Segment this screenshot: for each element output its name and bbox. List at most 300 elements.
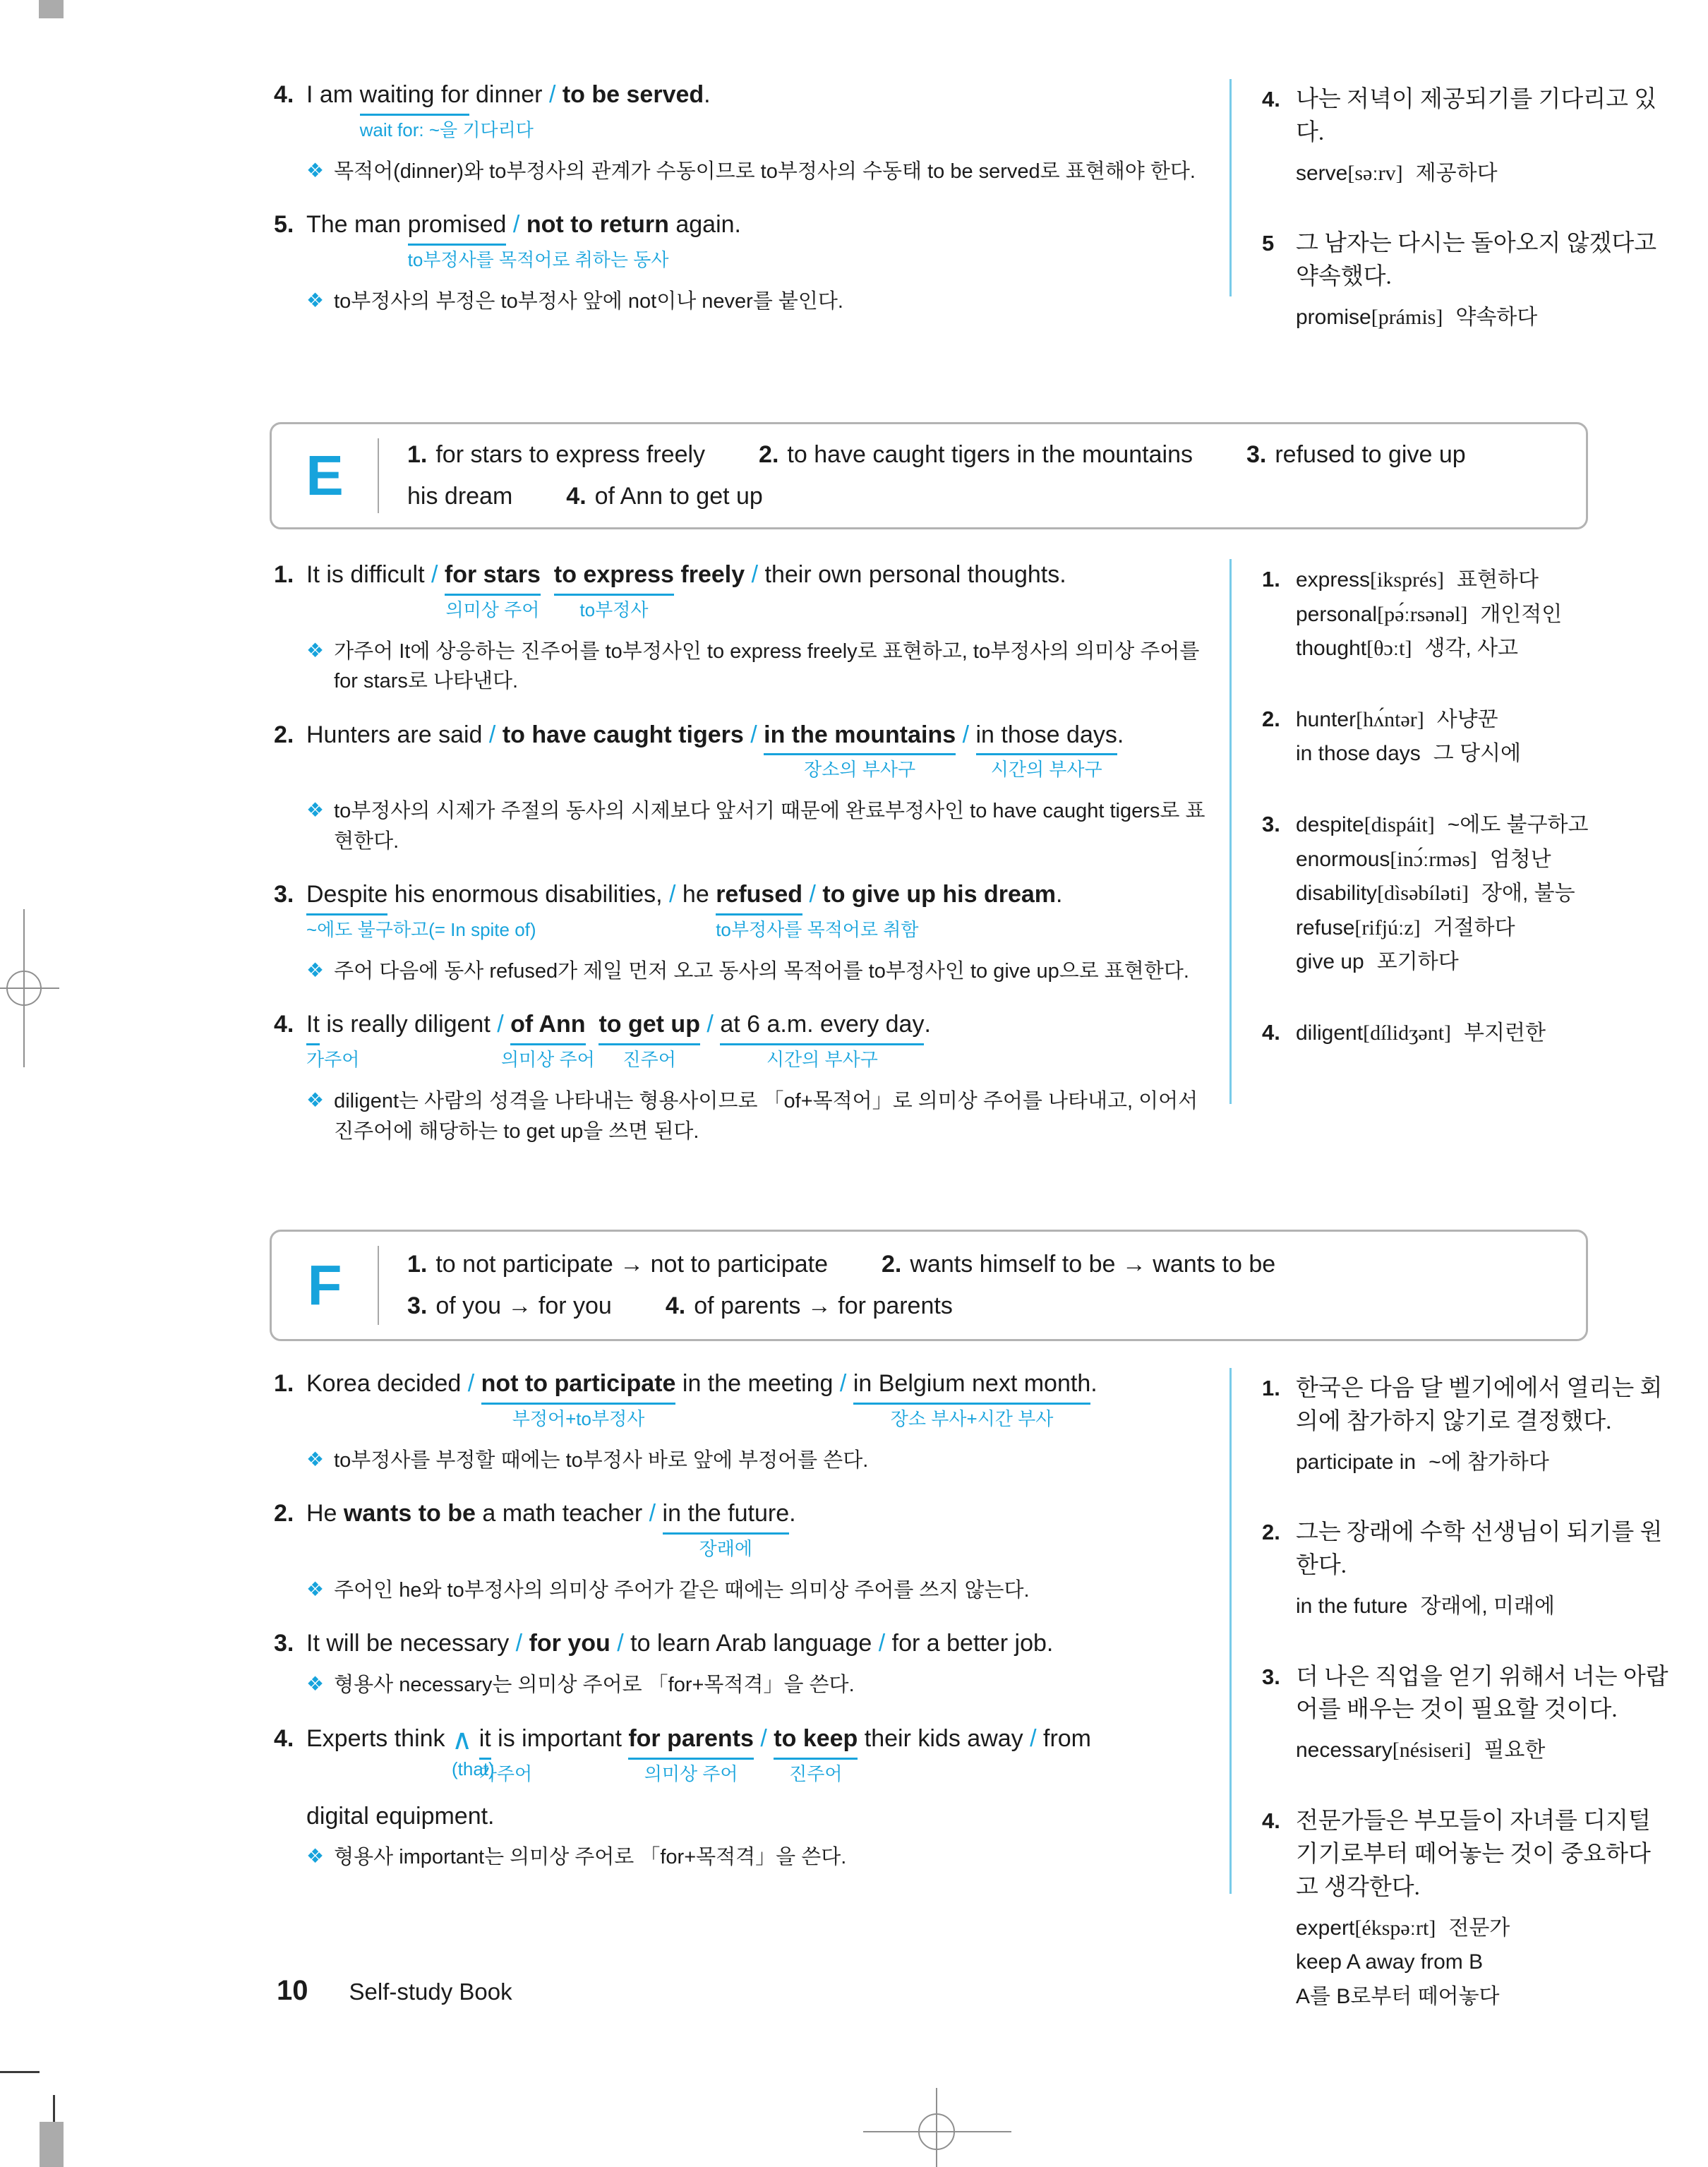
answer-key-box-e: [270, 422, 1588, 529]
sidebar-item-body: [1296, 1661, 1671, 1768]
sentence-row: [274, 209, 1225, 271]
segment-text: [474, 1370, 481, 1397]
grammar-label: (that): [451, 1758, 495, 1779]
sentence-segment: [468, 1368, 474, 1400]
vocab-pronunciation: [dílidʒənt]: [1363, 1021, 1452, 1045]
vocab-entry: [1296, 157, 1671, 191]
sentence-segment: [491, 1723, 629, 1755]
segment-text: .: [704, 81, 711, 108]
vocab-sidebar-top: [1262, 83, 1671, 372]
vocab-meaning: 개인적인: [1480, 602, 1563, 626]
vocab-word: refuse: [1296, 916, 1355, 940]
answer-text: of you → for you: [435, 1292, 612, 1319]
vocab-word: express: [1296, 568, 1371, 592]
print-bar: [39, 0, 64, 18]
sentence-row: [274, 1498, 1225, 1560]
note-text: diligent는 사람의 성격을 나타내는 형용사이므로 「of+목적어」로 의미상 주어를 나타내고, 이어서 진주어에 해당하는 to get up을 쓰면 된다.: [334, 1090, 1198, 1143]
segment-text: The man: [306, 211, 408, 239]
segment-text: for stars: [444, 561, 541, 588]
note-text: to부정사를 부정할 때에는 to부정사 바로 앞에 부정어를 쓴다.: [334, 1448, 869, 1472]
sidebar-item-body: [1296, 227, 1671, 335]
grammar-label: 시간의 부사구: [766, 1049, 878, 1071]
sentence-segment: [506, 209, 512, 241]
sentence-segment: [586, 1009, 599, 1041]
sentence-segment: [716, 879, 919, 940]
segment-text: [472, 1725, 479, 1752]
sentence-text: [306, 879, 1063, 940]
segment-text: [956, 721, 962, 748]
segment-text: [744, 721, 750, 748]
segment-text: their kids away: [858, 1724, 1030, 1752]
segment-text: Despite: [306, 881, 388, 908]
explanation-note: [306, 1446, 1218, 1475]
sentence-segment: [750, 719, 757, 752]
sentence-segment: [1030, 1723, 1036, 1755]
vocab-word: expert: [1296, 1916, 1355, 1940]
sidebar-item: [1262, 703, 1671, 772]
segment-text: promised: [407, 211, 507, 239]
segment-text: .: [1117, 721, 1124, 748]
segment-text: [969, 721, 975, 748]
sentence-segment: [555, 79, 562, 112]
exercise-column-f: [274, 1368, 1225, 1895]
section-letter-e: E: [306, 444, 344, 507]
segment-text: in those days: [975, 721, 1117, 748]
segment-text: again.: [668, 211, 741, 239]
answer-list-e: [379, 424, 1586, 527]
sentence-segment: [624, 1628, 879, 1660]
grammar-label: wait for: ~을 기다리다: [359, 119, 534, 140]
item-number: 3.: [274, 1630, 294, 1657]
answer-number: 1.: [407, 440, 428, 468]
sentence-segment: [306, 1498, 344, 1530]
vocab-sidebar-f: [1262, 1372, 1671, 2051]
segment-text: It will be necessary: [306, 1630, 516, 1657]
answer-entry: [407, 441, 705, 468]
grammar-label: 장소 부사+시간 부사: [890, 1407, 1054, 1429]
sentence-segment: [700, 1009, 706, 1041]
sentence-segment: [745, 559, 751, 592]
sidebar-item-body: [1296, 1372, 1671, 1479]
segment-text: for a better job.: [885, 1630, 1054, 1657]
answer-text: for stars to express freely: [435, 440, 706, 468]
vocab-word: in those days: [1296, 742, 1421, 766]
vocab-word: necessary: [1296, 1739, 1393, 1763]
vocab-pronunciation: [ékspəːrt]: [1354, 1916, 1436, 1940]
vocab-meaning: 거절하다: [1433, 916, 1515, 940]
exercise-column-e: [274, 559, 1225, 1169]
vocab-entry: [1296, 1734, 1671, 1768]
segment-text: /: [431, 561, 438, 588]
explanation-note: [306, 1575, 1218, 1605]
answer-entry: [666, 1292, 953, 1319]
sentence-segment: [858, 1723, 1030, 1755]
sentence-segment: [669, 879, 675, 911]
sentence-segment: [529, 1628, 611, 1660]
segment-text: .: [924, 1011, 931, 1038]
sentence-segment: [617, 1628, 623, 1660]
segment-text: /: [548, 81, 556, 108]
crop-mark: [0, 2071, 40, 2073]
segment-text: [754, 1725, 760, 1752]
answer-line: [407, 1285, 1579, 1328]
answer-text: to not participate → not to participate: [435, 1250, 829, 1278]
segment-text: is really diligent: [319, 1011, 498, 1038]
grammar-label: 장소의 부사구: [804, 759, 916, 781]
exercise-item: [274, 1498, 1225, 1605]
segment-text: Hunters are said: [306, 721, 489, 748]
segment-text: Experts think: [306, 1724, 452, 1752]
vocab-meaning: 필요한: [1484, 1739, 1546, 1763]
segment-text: /: [512, 211, 520, 239]
segment-text: to keep: [774, 1724, 858, 1752]
sentence-segment: [656, 1498, 662, 1530]
vocab-meaning: 사냥꾼: [1436, 707, 1498, 731]
explanation-note: [306, 637, 1218, 697]
sentence-segment: [675, 1368, 839, 1400]
exercise-column-top: [274, 79, 1225, 339]
vocab-meaning: 엄청난: [1489, 847, 1551, 871]
sentence-segment: [853, 1368, 1091, 1429]
diamond-bullet-icon: ❖: [306, 959, 325, 981]
segment-text: [714, 1011, 720, 1038]
segment-text: to express: [553, 561, 674, 588]
sentence-segment: [504, 1009, 510, 1041]
sentence-segment: [306, 559, 431, 592]
sentence-segment: [1056, 879, 1062, 911]
vocab-entry: [1296, 877, 1671, 911]
sentence-segment: [553, 559, 674, 620]
sentence-segment: [789, 1498, 795, 1530]
sentence-segment: [611, 1628, 617, 1660]
diamond-bullet-icon: ❖: [306, 1089, 325, 1112]
sentence-text: [306, 1009, 931, 1071]
diamond-bullet-icon: ❖: [306, 1673, 325, 1695]
segment-text: Korea decided: [306, 1370, 468, 1397]
sentence-segment: [497, 1009, 503, 1041]
sentence-segment: [1117, 719, 1124, 752]
sentence-row: [274, 79, 1225, 140]
segment-text: [522, 1630, 529, 1657]
vocab-entry: [1296, 1911, 1671, 1946]
vocab-entry: [1296, 632, 1671, 666]
explanation-note: [306, 1842, 1218, 1872]
sentence-segment: [306, 79, 360, 112]
segment-text: for parents: [628, 1724, 754, 1752]
vocab-entry: [1296, 1980, 1671, 2015]
segment-text: from: [1036, 1724, 1092, 1752]
segment-text: at 6 a.m. every day: [720, 1011, 925, 1038]
grammar-label: to부정사를 목적어로 취함: [716, 918, 919, 940]
segment-text: [656, 1500, 662, 1527]
sidebar-item-number: 1.: [1262, 1376, 1280, 1400]
segment-text: [674, 561, 680, 588]
grammar-label: 진주어: [623, 1049, 676, 1071]
grammar-label: 의미상 주어: [500, 1049, 595, 1071]
sentence-segment: [822, 879, 1056, 911]
sentence-segment: [649, 1498, 656, 1530]
sentence-segment: [744, 719, 750, 752]
segment-text: in the meeting: [675, 1370, 840, 1397]
vocab-entry: [1296, 737, 1671, 772]
vocab-entry: [1296, 563, 1671, 598]
sentence-segment: [767, 1723, 774, 1755]
sidebar-item: [1262, 1372, 1671, 1479]
sentence-segment: [306, 1009, 360, 1071]
korean-translation: 그는 장래에 수학 선생님이 되기를 원한다.: [1296, 1520, 1663, 1579]
exercise-item: [274, 1723, 1225, 1873]
segment-text: he: [675, 881, 716, 908]
vocab-pronunciation: [dìsəbíləti]: [1377, 882, 1469, 906]
answer-number: 4.: [566, 483, 587, 510]
diamond-bullet-icon: ❖: [306, 1845, 325, 1868]
segment-text: a math teacher: [475, 1500, 649, 1527]
grammar-label: 의미상 주어: [644, 1763, 738, 1784]
grammar-label: 진주어: [789, 1763, 843, 1784]
sentence-segment: [306, 209, 408, 241]
vocab-sidebar-e: [1262, 563, 1671, 1088]
segment-text: to give up his dream: [822, 881, 1057, 908]
sidebar-item: [1262, 1516, 1671, 1623]
answer-list-f: [379, 1232, 1586, 1339]
sentence-segment: [662, 1498, 790, 1560]
segment-text: their own personal thoughts.: [758, 561, 1066, 588]
segment-text: .: [1056, 881, 1063, 908]
sentence-row: [274, 559, 1225, 620]
vocab-entry: [1296, 1016, 1671, 1051]
sentence-segment: [563, 79, 704, 112]
sentence-segment: [680, 559, 745, 592]
vocab-entry: [1296, 808, 1671, 843]
vocab-entry: [1296, 301, 1671, 335]
exercise-item: [274, 1368, 1225, 1475]
vocab-entry: [1296, 1446, 1671, 1480]
vocab-meaning: 장애, 불능: [1481, 882, 1575, 906]
sidebar-item-body: [1296, 808, 1671, 980]
answer-number: 3.: [1246, 440, 1267, 468]
explanation-note: [306, 956, 1218, 986]
segment-text: ∧: [451, 1724, 473, 1755]
sentence-row: [274, 719, 1225, 781]
segment-text: /: [760, 1724, 767, 1752]
segment-text: /: [878, 1630, 886, 1657]
vocab-word: promise: [1296, 306, 1371, 330]
sentence-text: [306, 719, 1124, 781]
segment-text: /: [809, 881, 816, 908]
sentence-segment: [541, 559, 554, 592]
note-text: 주어인 he와 to부정사의 의미상 주어가 같은 때에는 의미상 주어를 쓰지 않는다.: [334, 1579, 1030, 1602]
segment-text: [745, 561, 751, 588]
segment-text: /: [488, 721, 496, 748]
vocab-word: give up: [1296, 950, 1364, 974]
vocab-meaning: 약속하다: [1455, 306, 1538, 330]
sentence-segment: [306, 1628, 516, 1660]
sentence-segment: [758, 559, 1066, 592]
sentence-row: [274, 1723, 1225, 1784]
sentence-segment: [476, 1498, 649, 1530]
sentence-segment: [714, 1009, 720, 1041]
segment-text: [504, 1011, 510, 1038]
answer-key-box-f: [270, 1230, 1588, 1341]
sentence-segment: [669, 209, 741, 241]
page-number: 10: [277, 1975, 308, 2006]
explanation-note: [306, 1086, 1218, 1146]
sentence-segment: [344, 1498, 476, 1530]
sentence-text: [306, 1628, 1053, 1660]
vocab-meaning: ~에 참가하다: [1429, 1450, 1549, 1474]
sidebar-item-body: [1296, 563, 1671, 666]
sentence-segment: [513, 209, 519, 241]
vocab-pronunciation: [səːrv]: [1347, 161, 1403, 185]
vocab-pronunciation: [iksprés]: [1370, 568, 1445, 592]
segment-text: in the mountains: [764, 721, 956, 748]
segment-text: is important: [491, 1724, 629, 1752]
vocab-meaning: 전문가: [1448, 1916, 1510, 1940]
vocab-word: enormous: [1296, 847, 1390, 871]
vocab-entry: [1296, 843, 1671, 877]
answer-entry: [407, 1251, 828, 1278]
segment-text: /: [497, 1011, 504, 1038]
sidebar-item-body: [1296, 1805, 1671, 2014]
answer-entry: [566, 483, 763, 510]
sentence-segment: [306, 1723, 452, 1755]
answer-text: of parents → for parents: [694, 1292, 953, 1319]
segment-text: [555, 81, 562, 108]
sentence-segment: [879, 1628, 885, 1660]
segment-text: to have caught tigers: [502, 721, 744, 748]
vocab-meaning: A를 B로부터 떼어놓다: [1296, 1984, 1500, 2008]
sentence-segment: [479, 1723, 533, 1784]
segment-text: /: [750, 721, 757, 748]
vocab-pronunciation: [nésiseri]: [1392, 1739, 1472, 1763]
answer-text: wants himself to be → wants to be: [910, 1250, 1276, 1278]
segment-text: [541, 561, 554, 588]
sentence-segment: [481, 1368, 676, 1429]
diamond-bullet-icon: ❖: [306, 1448, 325, 1470]
segment-text: not to return: [526, 211, 669, 239]
explanation-note: [306, 1670, 1218, 1700]
vocab-meaning: 제공하다: [1415, 161, 1498, 185]
diamond-bullet-icon: ❖: [306, 639, 325, 661]
answer-text: to have caught tigers in the mountains: [787, 440, 1193, 468]
vocab-pronunciation: [inɔ́ːrməs]: [1390, 847, 1477, 871]
exercise-item: [274, 1009, 1225, 1146]
vocab-pronunciation: [dispáit]: [1364, 812, 1435, 836]
vocab-pronunciation: [hʌ́ntər]: [1356, 707, 1424, 731]
note-text: to부정사의 부정은 to부정사 앞에 not이나 never를 붙인다.: [334, 290, 843, 313]
item-number: 2.: [274, 721, 294, 748]
segment-text: for you: [529, 1630, 611, 1657]
sentence-segment: [438, 559, 444, 592]
segment-text: [846, 1370, 853, 1397]
segment-text: in the future: [662, 1500, 790, 1527]
vocab-meaning: 장래에, 미래에: [1420, 1595, 1555, 1619]
sentence-segment: [816, 879, 822, 911]
sidebar-item: [1262, 83, 1671, 191]
segment-text: waiting for: [359, 81, 469, 108]
vocab-word: thought: [1296, 637, 1367, 661]
segment-text: dinner: [469, 81, 549, 108]
explanation-note: [306, 796, 1218, 856]
grammar-label: 가주어: [306, 1049, 360, 1071]
sentence-segment: [472, 1723, 479, 1755]
sentence-text: [306, 209, 741, 271]
answer-entry: [882, 1251, 1275, 1278]
diamond-bullet-icon: ❖: [306, 289, 325, 312]
exercise-item: [274, 209, 1225, 316]
sentence-segment: [495, 719, 502, 752]
vocab-word: hunter: [1296, 707, 1357, 731]
vocab-entry: [1296, 911, 1671, 946]
segment-text: /: [706, 1011, 714, 1038]
vocab-word: serve: [1296, 161, 1348, 185]
sentence-segment: [431, 559, 438, 592]
sentence-segment: [840, 1368, 846, 1400]
note-text: 주어 다음에 동사 refused가 제일 먼저 오고 동사의 목적어를 to부정사인 to give up으로 표현한다.: [334, 959, 1189, 983]
segment-text: /: [467, 1370, 475, 1397]
answer-text: refused to give up: [1275, 440, 1466, 468]
segment-text: /: [669, 881, 676, 908]
segment-text: [519, 211, 526, 238]
sentence-segment: [956, 719, 962, 752]
sidebar-item-number: 4.: [1262, 87, 1280, 112]
sentence-segment: [522, 1628, 529, 1660]
sidebar-item: [1262, 227, 1671, 335]
grammar-label: 가주어: [479, 1763, 533, 1784]
sentence-segment: [809, 879, 815, 911]
korean-translation: 전문가들은 부모들이 자녀를 디지털기기로부터 떼어놓는 것이 중요하다고 생각한다.: [1296, 1808, 1651, 1900]
sentence-segment: [444, 559, 541, 620]
sentence-segment: [764, 719, 956, 781]
answer-entry: [407, 1292, 612, 1319]
explanation-note: [306, 287, 1218, 316]
sentence-segment: [885, 1628, 1053, 1660]
item-number: 1.: [274, 561, 294, 588]
sidebar-item-body: [1296, 703, 1671, 772]
sidebar-item-number: 3.: [1262, 811, 1280, 836]
page-footer: [277, 1975, 512, 2007]
segment-text: [802, 881, 809, 908]
note-text: 형용사 necessary는 의미상 주어로 「for+목적격」을 쓴다.: [334, 1674, 855, 1697]
sidebar-item-body: [1296, 1016, 1671, 1051]
answer-number: 3.: [407, 1292, 428, 1319]
vocab-word: participate in: [1296, 1450, 1417, 1474]
grammar-label: to부정사: [579, 599, 649, 620]
diamond-bullet-icon: ❖: [306, 159, 325, 181]
vocab-entry: [1296, 945, 1671, 980]
segment-text: [438, 561, 444, 588]
segment-text: It: [306, 1011, 320, 1038]
column-divider: [1229, 559, 1232, 1104]
item-number: 5.: [274, 211, 294, 239]
note-text: 가주어 It에 상응하는 진주어를 to부정사인 to express freely로 표현하고, to부정사의 의미상 주어를 for stars로 나타낸다.: [334, 640, 1200, 693]
sentence-segment: [846, 1368, 853, 1400]
sentence-segment: [674, 559, 680, 592]
column-divider: [1229, 79, 1232, 296]
exercise-item: [274, 879, 1225, 986]
segment-text: /: [1030, 1724, 1037, 1752]
vocab-meaning: 포기하다: [1376, 950, 1459, 974]
sentence-segment: [516, 1628, 522, 1660]
segment-text: wants to be: [343, 1500, 476, 1527]
vocab-word: despite: [1296, 812, 1364, 836]
segment-text: /: [839, 1370, 847, 1397]
sidebar-item-number: 4.: [1262, 1019, 1280, 1045]
segment-text: /: [751, 561, 759, 588]
segment-text: I am: [306, 81, 360, 108]
korean-translation: 나는 저녁이 제공되기를 기다리고 있다.: [1296, 87, 1657, 145]
grammar-label: 시간의 부사구: [990, 759, 1102, 781]
